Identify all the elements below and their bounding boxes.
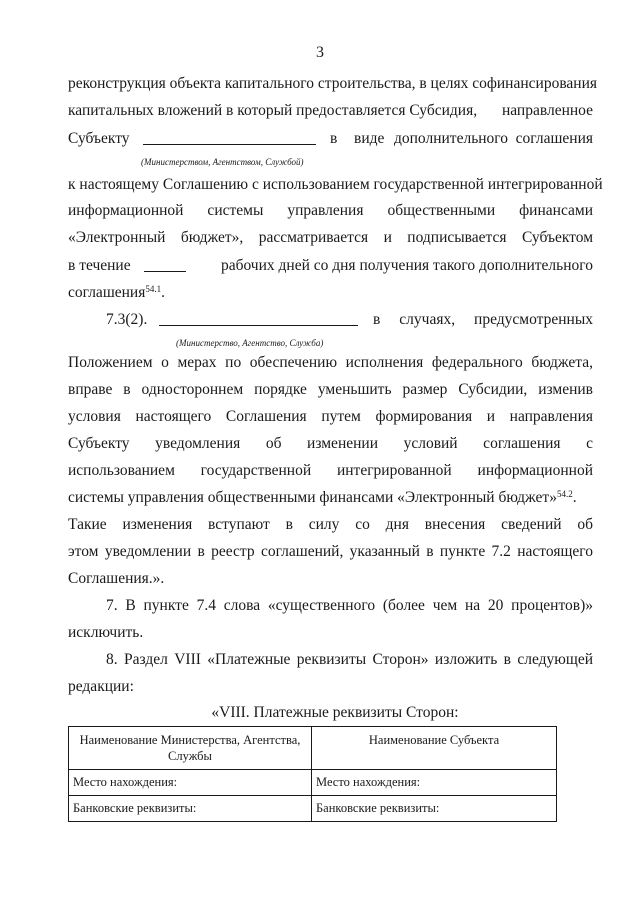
text-fragment: виде — [354, 130, 385, 147]
text-line: «Электронный бюджет», рассматривается и подписывается Субъектом — [68, 229, 593, 246]
text-line: 8. Раздел VIII «Платежные реквизиты Сторон» изложить в следующей — [106, 651, 593, 668]
table-cell: Банковские реквизиты: — [316, 801, 440, 815]
text-fragment: дополнительного — [394, 130, 509, 147]
text-fragment: в — [330, 130, 338, 147]
blank-caption: (Министерством, Агентством, Службой) — [141, 157, 304, 167]
footnote-ref: 54.1 — [145, 284, 162, 294]
text-fragment: соглашения — [515, 130, 593, 147]
text-line: исключить. — [68, 624, 144, 641]
text-fragment: Субъекту — [68, 130, 130, 147]
footnote-ref: 54.2 — [556, 489, 573, 499]
text-line: 7. В пункте 7.4 слова «существенного (более чем на 20 процентов)» — [106, 597, 593, 614]
text-line: Соглашения.». — [68, 570, 165, 587]
text-fragment: 7.3(2). — [106, 311, 148, 328]
blank-field — [143, 131, 316, 145]
text-line: к настоящему Соглашению с использованием государственной интегрированной — [68, 176, 603, 193]
text-fragment: системы управления общественными финансами «Электронный бюджет» — [68, 489, 557, 506]
table-header-row — [69, 727, 556, 769]
table-header-cell: Наименование Министерства, Агентства, Службы — [69, 727, 312, 769]
page-number: 3 — [316, 44, 324, 61]
table-row — [69, 795, 556, 821]
text-line: реконструкция объекта капитального строительства, в целях софинансирования — [68, 75, 598, 92]
text-line: редакции: — [68, 678, 134, 695]
text-line: этом уведомлении в реестр соглашений, указанный в пункте 7.2 настоящего — [68, 543, 593, 560]
text-line: соглашения$^{54.1}$. — [68, 284, 165, 301]
table-cell: Место нахождения: — [69, 770, 312, 795]
section-title: «VIII. Платежные реквизиты Сторон: — [211, 704, 459, 721]
text-fragment: в случаях, предусмотренных — [373, 311, 593, 328]
table-header-cell: Наименование Субъекта — [368, 733, 500, 747]
text-line: информационной системы управления общественными финансами — [68, 202, 593, 219]
text-fragment: соглашения — [68, 284, 146, 301]
text-line: Такие изменения вступают в силу со дня внесения сведений об — [68, 516, 593, 533]
table-cell: Банковские реквизиты: — [69, 796, 312, 821]
requisites-table — [68, 726, 557, 822]
text-fragment: рабочих дней со дня получения такого дополнительного — [220, 257, 593, 274]
blank-caption: (Министерство, Агентство, Служба) — [176, 338, 324, 348]
blank-field — [144, 258, 186, 272]
blank-field — [159, 312, 358, 326]
text-line: системы управления общественными финансами «Электронный бюджет»$^{54.2}$. — [68, 489, 577, 506]
table-cell: Место нахождения: — [316, 775, 421, 789]
text-line: Положением о мерах по обеспечению исполнения федерального бюджета, — [68, 354, 593, 371]
text-fragment: в течение — [68, 257, 131, 274]
text-fragment: направленное — [501, 102, 593, 119]
text-fragment: капитальных вложений в который предоставляется Субсидия, — [68, 102, 478, 119]
text-line: Субъекту уведомления об изменении условий соглашения с — [68, 435, 593, 452]
text-line: условия настоящего Соглашения путем формирования и направления — [68, 408, 593, 425]
table-row — [69, 769, 556, 795]
text-line: использованием государственной интегрированной информационной — [68, 462, 593, 479]
text-line: вправе в одностороннем порядке уменьшить размер Субсидии, изменив — [68, 381, 593, 398]
